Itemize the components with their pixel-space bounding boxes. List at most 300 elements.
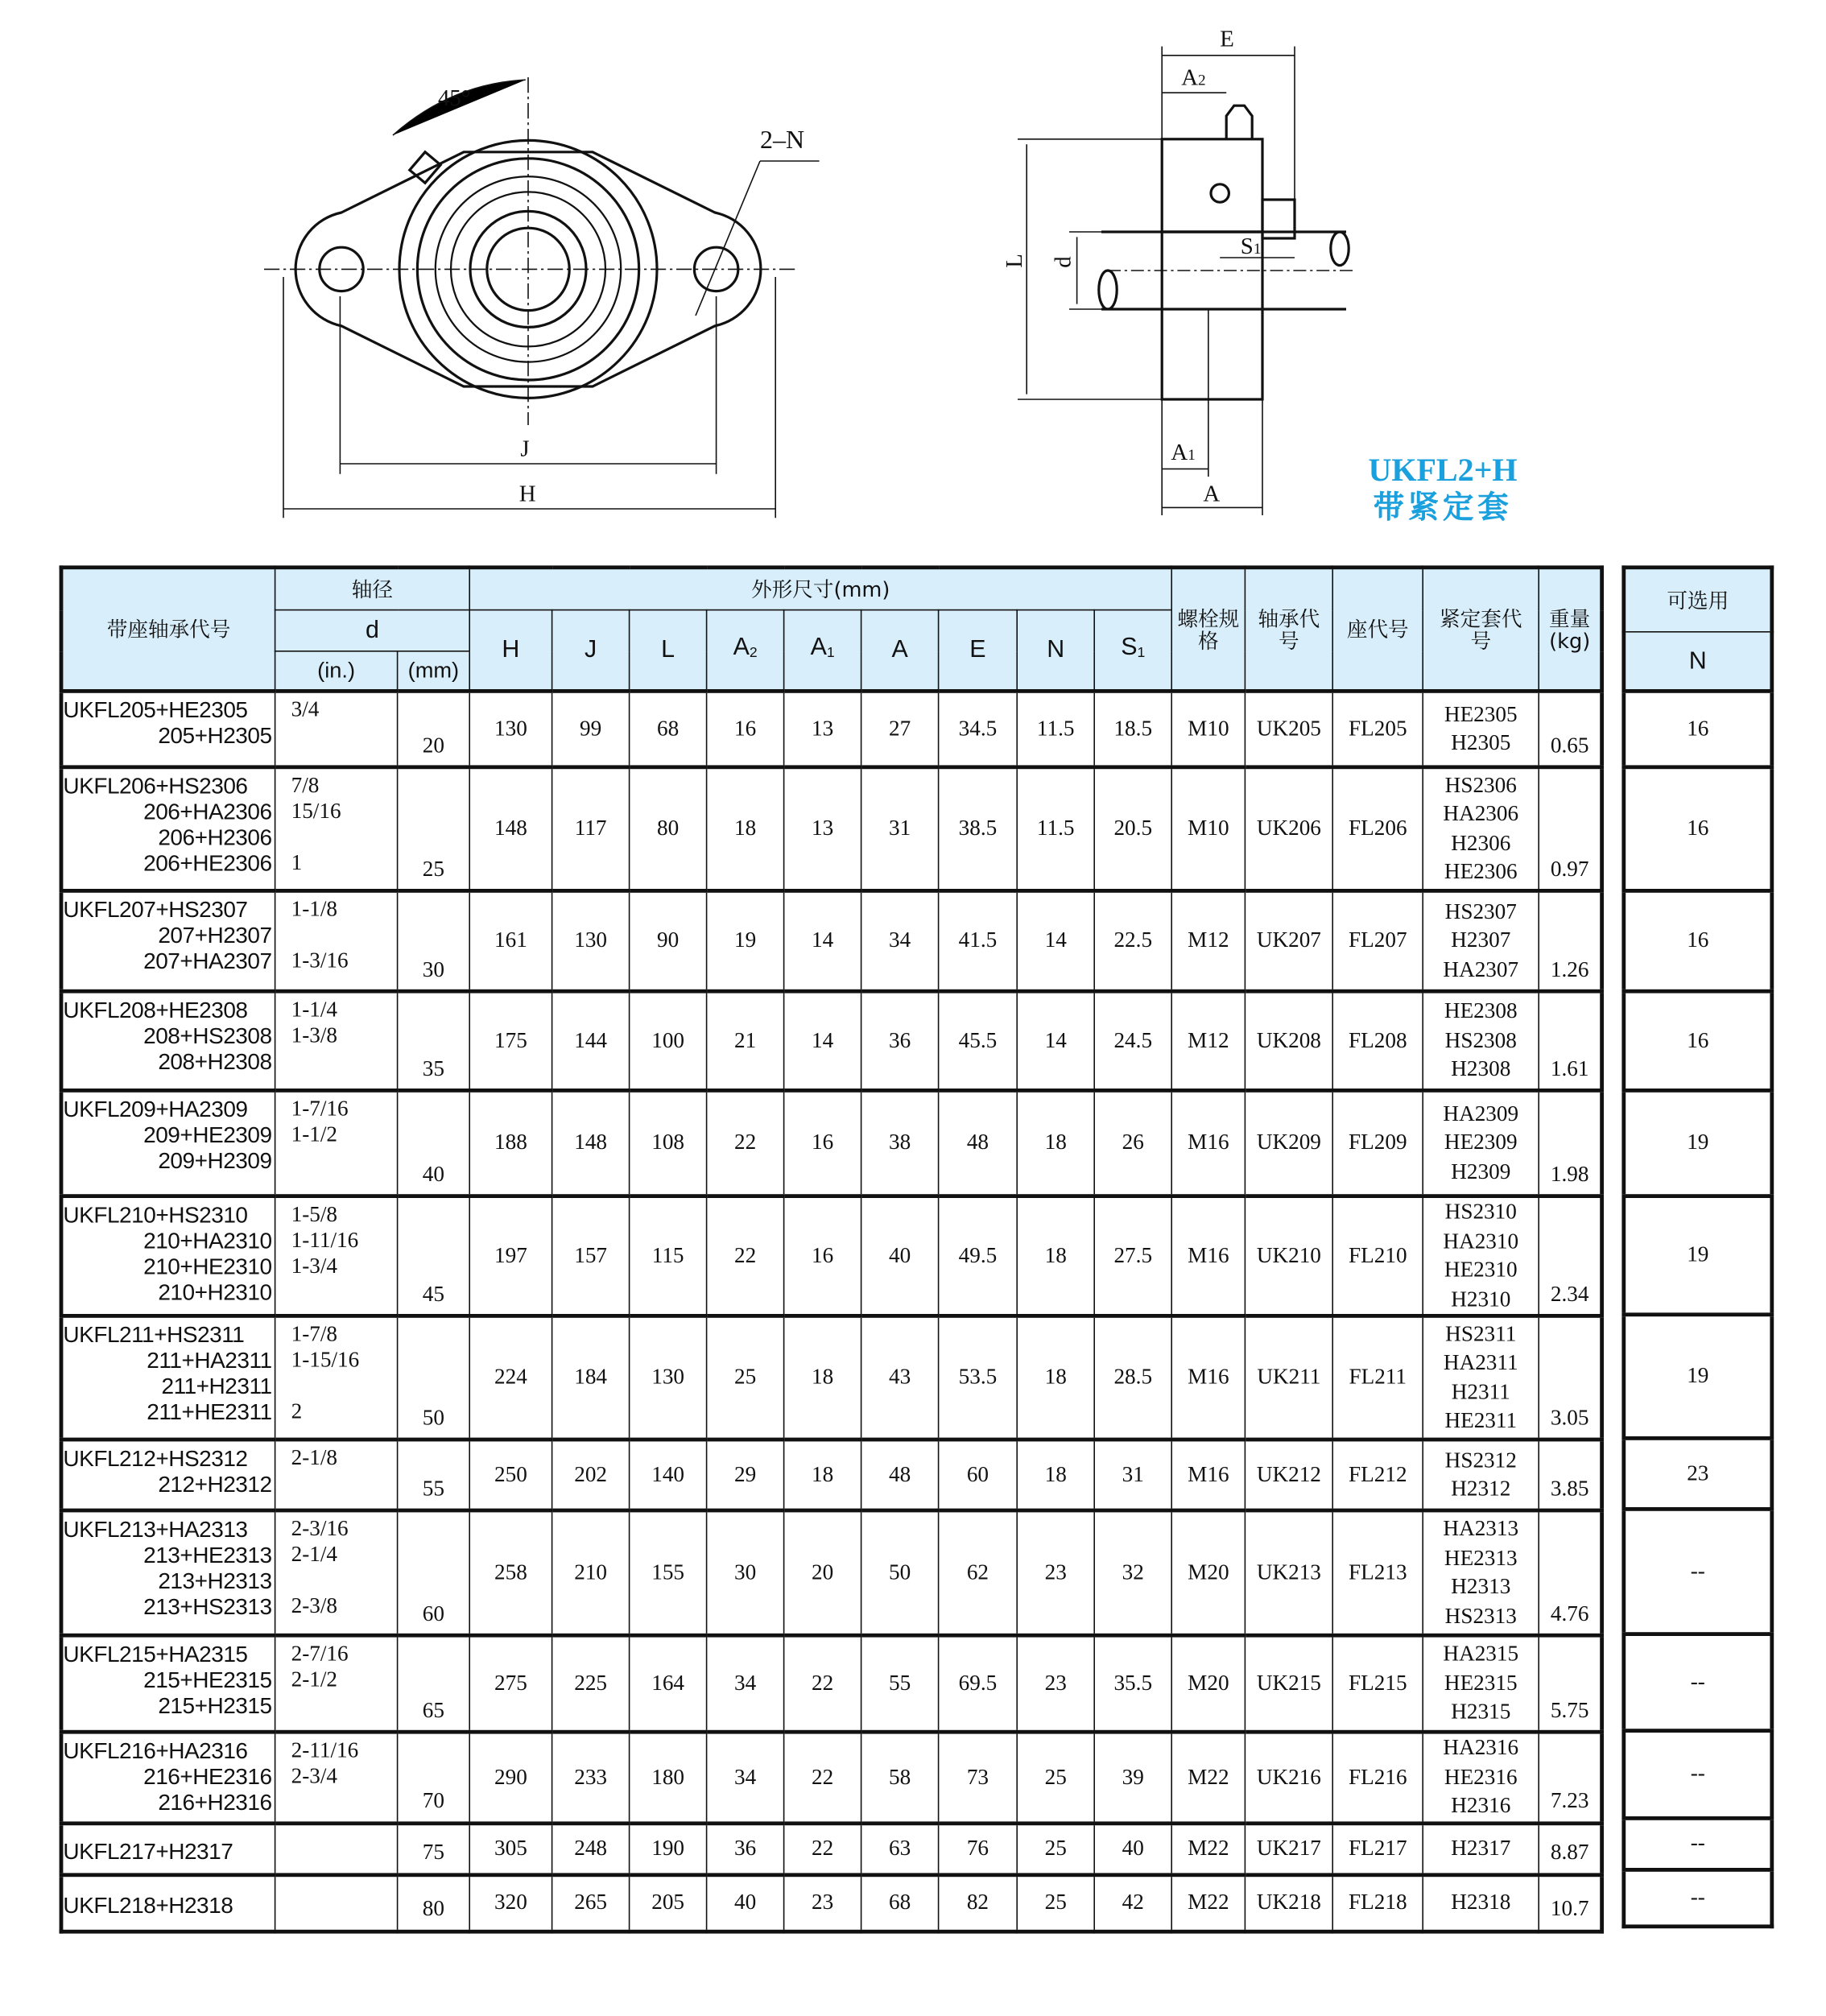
a2-cell: 29 [707,1440,784,1510]
mm-cell: 25 [398,767,470,891]
header-L: L [630,610,707,692]
text-line: HE2309 [1444,1130,1518,1155]
weight-cell: 10.7 [1539,1874,1601,1931]
weight-cell: 2.34 [1539,1196,1601,1316]
model-cell [61,767,275,891]
text-line: 2-3/8 [291,1593,338,1618]
text-line: 213+HS2313 [143,1593,272,1620]
n-cell: 14 [1017,991,1094,1090]
j-cell: 233 [552,1732,630,1823]
model-cell [61,1316,275,1440]
e-cell: 69.5 [939,1635,1018,1732]
sleeve-cell [1423,991,1539,1090]
text-line: HA2316 [1443,1735,1519,1760]
s1-cell: 32 [1094,1510,1171,1635]
a2-cell: 30 [707,1510,784,1635]
a2-cell: 22 [707,1196,784,1316]
a1-cell: 22 [784,1823,861,1874]
text-line: H2311 [1451,1378,1510,1404]
a1-cell: 23 [784,1874,861,1931]
text-line: HA2311 [1443,1349,1518,1375]
text-line: UKFL211+HS2311 [63,1321,245,1348]
front-view-drawing [258,52,850,528]
j-cell: 130 [552,890,630,991]
header-optional: 可选用 [1624,568,1772,632]
housing-cell: FL217 [1332,1823,1423,1874]
weight-cell: 1.26 [1539,890,1601,991]
s1-cell: 35.5 [1094,1635,1171,1732]
j-dimension-label: J [520,436,530,462]
a2-cell: 34 [707,1635,784,1732]
header-d: d [275,610,470,651]
a2-cell: 36 [707,1823,784,1874]
e-cell: 60 [939,1440,1018,1510]
h-cell: 197 [469,1196,552,1316]
bearing-cell: UK211 [1245,1316,1332,1440]
housing-cell: FL206 [1332,767,1423,891]
optional-n-cell: -- [1624,1634,1772,1731]
optional-n-cell: 19 [1624,1090,1772,1196]
h-cell: 258 [469,1510,552,1635]
a2-cell: 22 [707,1090,784,1196]
a-cell: 48 [861,1440,939,1510]
text-line: 210+HE2310 [143,1253,272,1279]
model-cell [61,1440,275,1510]
e-cell: 73 [939,1732,1018,1823]
table-row [61,1510,1602,1635]
a2-dimension-label: A2 [1181,64,1206,91]
bolt-cell: M10 [1171,767,1245,891]
text-line: 211+HA2311 [147,1347,272,1374]
housing-cell: FL212 [1332,1440,1423,1510]
bearing-cell: UK207 [1245,890,1332,991]
text-line: 2-1/4 [291,1542,338,1567]
bearing-cell: UK218 [1245,1874,1332,1931]
j-cell: 202 [552,1440,630,1510]
bearing-cell: UK208 [1245,991,1332,1090]
header-E: E [939,610,1018,692]
housing-cell: FL215 [1332,1635,1423,1732]
weight-cell: 3.05 [1539,1316,1601,1440]
l-cell: 164 [630,1635,707,1732]
text-line [291,923,397,948]
text-line: 1-15/16 [291,1347,360,1372]
table-row [61,1316,1602,1440]
inch-cell [275,1635,398,1732]
a2-cell: 34 [707,1732,784,1823]
optional-n-cell: 16 [1624,691,1772,766]
series-title: UKFL2+H [1368,453,1518,489]
text-line: 215+H2315 [158,1692,272,1719]
side-view-drawing [979,19,1365,528]
s1-cell: 26 [1094,1090,1171,1196]
mm-cell: 80 [398,1874,470,1931]
text-line: 1-5/8 [291,1201,338,1227]
text-line: HA2306 [1443,801,1519,826]
text-line: UKFL213+HA2313 [63,1516,248,1543]
text-line [291,1568,397,1593]
header-bolt: 螺栓规格 [1171,568,1245,692]
text-line: HA2315 [1443,1641,1519,1667]
text-line: 1-7/16 [291,1096,349,1121]
inch-cell [275,890,398,991]
optional-row [1624,991,1772,1090]
l-cell: 115 [630,1196,707,1316]
header-optional-n: N [1624,632,1772,692]
housing-cell: FL208 [1332,991,1423,1090]
text-line: H2316 [1451,1793,1511,1818]
optional-n-cell: 16 [1624,991,1772,1090]
text-line: HA2309 [1443,1101,1519,1126]
text-line: HA2307 [1443,956,1519,981]
l-cell: 180 [630,1732,707,1823]
table-row [61,1440,1602,1510]
s1-cell: 20.5 [1094,767,1171,891]
text-line: HE2315 [1444,1670,1518,1696]
sleeve-cell [1423,1510,1539,1635]
text-line: 1 [291,850,303,875]
bolt-cell: M12 [1171,991,1245,1090]
sleeve-cell [1423,1316,1539,1440]
header-mm: (mm) [398,651,470,692]
d-dimension-label: d [1050,256,1076,268]
text-line: 15/16 [291,799,341,824]
h-cell: 130 [469,691,552,766]
header-housing: 座代号 [1332,568,1423,692]
bearing-cell: UK206 [1245,767,1332,891]
n-cell: 18 [1017,1440,1094,1510]
weight-cell: 5.75 [1539,1635,1601,1732]
optional-row [1624,691,1772,766]
a2-cell: 25 [707,1316,784,1440]
weight-cell: 4.76 [1539,1510,1601,1635]
text-line: UKFL216+HA2316 [63,1737,248,1764]
optional-row [1624,1818,1772,1869]
text-line: HS2307 [1444,899,1517,923]
mm-cell: 60 [398,1510,470,1635]
header-model: 带座轴承代号 [61,568,275,692]
a-cell: 40 [861,1196,939,1316]
h-cell: 161 [469,890,552,991]
bearing-cell: UK213 [1245,1510,1332,1635]
a-cell: 58 [861,1732,939,1823]
bearing-cell: UK215 [1245,1635,1332,1732]
text-line: 1-1/8 [291,896,338,921]
n-cell: 11.5 [1017,691,1094,766]
text-line [291,824,397,850]
sleeve-cell [1423,1823,1539,1874]
mm-cell: 75 [398,1823,470,1874]
optional-n-cell: 19 [1624,1315,1772,1439]
mm-cell: 55 [398,1440,470,1510]
l-cell: 155 [630,1510,707,1635]
h-cell: 320 [469,1874,552,1931]
model-cell [61,1196,275,1316]
text-line: HE2310 [1444,1257,1518,1282]
bolt-cell: M20 [1171,1635,1245,1732]
header-A1: $A_1$ [784,610,861,692]
mm-cell: 65 [398,1635,470,1732]
h-cell: 275 [469,1635,552,1732]
text-line: 2-3/16 [291,1516,349,1541]
header-inch: (in.) [275,651,398,692]
housing-cell: FL211 [1332,1316,1423,1440]
j-cell: 210 [552,1510,630,1635]
text-line: UKFL206+HS2306 [63,773,248,799]
text-line: 209+HE2309 [143,1122,272,1148]
sleeve-cell [1423,1440,1539,1510]
housing-cell: FL218 [1332,1874,1423,1931]
text-line: 7/8 [291,773,320,798]
j-cell: 99 [552,691,630,766]
text-line: HE2306 [1444,859,1518,884]
s1-cell: 28.5 [1094,1316,1171,1440]
h-cell: 175 [469,991,552,1090]
model-cell [61,1090,275,1196]
header-S1: $S_1$ [1094,610,1171,692]
bolt-cell: M16 [1171,1440,1245,1510]
text-line: 212+H2312 [158,1471,272,1498]
table-row [61,991,1602,1090]
table-row [61,1874,1602,1931]
a1-cell: 16 [784,1090,861,1196]
bolt-cell: M12 [1171,890,1245,991]
optional-table [1622,565,1774,1928]
a-cell: 43 [861,1316,939,1440]
bolt-cell: M10 [1171,691,1245,766]
bearing-cell: UK216 [1245,1732,1332,1823]
model-cell [61,691,275,766]
bearing-cell: UK217 [1245,1823,1332,1874]
model-cell [61,1823,275,1874]
mm-cell: 45 [398,1196,470,1316]
optional-n-cell: -- [1624,1509,1772,1634]
s1-cell: 40 [1094,1823,1171,1874]
housing-cell: FL207 [1332,890,1423,991]
optional-n-cell: -- [1624,1731,1772,1819]
sleeve-cell [1423,1090,1539,1196]
optional-row [1624,1731,1772,1819]
text-line: 210+HA2310 [143,1227,272,1254]
inch-cell [275,1823,398,1874]
bolt-cell: M16 [1171,1316,1245,1440]
housing-cell: FL205 [1332,691,1423,766]
n-cell: 23 [1017,1510,1094,1635]
header-dimensions: 外形尺寸(mm) [469,568,1171,610]
l-cell: 80 [630,767,707,891]
optional-row [1624,1196,1772,1315]
table-row [61,1196,1602,1316]
a-cell: 63 [861,1823,939,1874]
bolt-cell: M16 [1171,1196,1245,1316]
e-cell: 82 [939,1874,1018,1931]
bolt-cell: M22 [1171,1823,1245,1874]
s1-cell: 31 [1094,1440,1171,1510]
text-line: HS2308 [1444,1027,1517,1052]
text-line: H2318 [1451,1889,1511,1915]
e-cell: 48 [939,1090,1018,1196]
a1-dimension-label: A1 [1171,440,1196,466]
text-line: 213+HE2313 [143,1542,272,1568]
j-cell: 184 [552,1316,630,1440]
housing-cell: FL210 [1332,1196,1423,1316]
weight-cell: 8.87 [1539,1823,1601,1874]
mm-cell: 70 [398,1732,470,1823]
a-cell: 34 [861,890,939,991]
e-cell: 49.5 [939,1196,1018,1316]
header-weight: 重量(kg) [1539,568,1601,692]
text-line: UKFL208+HE2308 [63,997,248,1023]
text-line: 207+HA2307 [143,948,272,974]
h-dimension-label: H [518,481,536,507]
text-line: UKFL212+HS2312 [63,1445,248,1472]
j-cell: 265 [552,1874,630,1931]
text-line: 216+H2316 [158,1789,272,1816]
series-subtitle: 带紧定套 [1373,490,1513,526]
optional-n-cell: -- [1624,1869,1772,1926]
h-cell: 224 [469,1316,552,1440]
a1-cell: 18 [784,1316,861,1440]
sleeve-cell [1423,1874,1539,1931]
text-line: UKFL217+H2317 [63,1837,233,1864]
n-cell: 25 [1017,1874,1094,1931]
e-cell: 38.5 [939,767,1018,891]
table-row [61,691,1602,766]
a2-cell: 40 [707,1874,784,1931]
model-cell [61,991,275,1090]
model-cell [61,1510,275,1635]
weight-cell: 1.61 [1539,991,1601,1090]
s1-cell: 22.5 [1094,890,1171,991]
text-line: HE2308 [1444,998,1518,1023]
text-line: 211+H2311 [161,1373,272,1399]
h-cell: 250 [469,1440,552,1510]
inch-cell [275,1440,398,1510]
model-cell [61,1874,275,1931]
bolt-cell: M16 [1171,1090,1245,1196]
model-cell [61,1732,275,1823]
inch-cell [275,1316,398,1440]
text-line: H2305 [1451,730,1511,755]
sleeve-cell [1423,691,1539,766]
e-cell: 76 [939,1823,1018,1874]
bearing-cell: UK209 [1245,1090,1332,1196]
text-line: H2308 [1451,1056,1511,1081]
text-line: H2310 [1451,1286,1511,1311]
text-line: HE2305 [1444,701,1518,726]
text-line: HS2306 [1444,772,1517,797]
weight-cell: 3.85 [1539,1440,1601,1510]
a-cell: 50 [861,1510,939,1635]
text-line: UKFL218+H2318 [63,1891,233,1918]
bearing-cell: UK210 [1245,1196,1332,1316]
housing-cell: FL216 [1332,1732,1423,1823]
text-line: 206+H2306 [158,824,272,850]
text-line: 1-1/2 [291,1122,338,1146]
optional-n-cell: -- [1624,1818,1772,1869]
l-cell: 140 [630,1440,707,1510]
e-cell: 34.5 [939,691,1018,766]
a1-cell: 22 [784,1635,861,1732]
inch-cell [275,991,398,1090]
text-line: 215+HE2315 [143,1667,272,1693]
text-line [291,1374,397,1399]
inch-cell [275,1196,398,1316]
table-row [61,1823,1602,1874]
angle-label: 45° [438,85,471,112]
sleeve-cell [1423,890,1539,991]
bolt-cell: M20 [1171,1510,1245,1635]
table-row [61,1732,1602,1823]
a2-cell: 19 [707,890,784,991]
s1-cell: 42 [1094,1874,1171,1931]
header-J: J [552,610,630,692]
header-shaft: 轴径 [275,568,470,610]
a-dimension-label: A [1203,481,1221,507]
n-cell: 11.5 [1017,767,1094,891]
e-dimension-label: E [1220,26,1234,52]
mm-cell: 50 [398,1316,470,1440]
text-line: H2309 [1451,1159,1511,1184]
model-cell [61,1635,275,1732]
header-sleeve: 紧定套代号 [1423,568,1539,692]
optional-row [1624,890,1772,991]
j-cell: 144 [552,991,630,1090]
a-cell: 55 [861,1635,939,1732]
text-line: H2307 [1451,927,1511,952]
a1-cell: 13 [784,767,861,891]
inch-cell [275,1874,398,1931]
a2-cell: 21 [707,991,784,1090]
weight-cell: 0.65 [1539,691,1601,766]
text-line: H2306 [1451,830,1511,855]
mm-cell: 20 [398,691,470,766]
inch-cell [275,1090,398,1196]
optional-row [1624,1509,1772,1634]
s1-cell: 24.5 [1094,991,1171,1090]
e-cell: 41.5 [939,890,1018,991]
weight-cell: 1.98 [1539,1090,1601,1196]
h-cell: 188 [469,1090,552,1196]
inch-cell [275,1510,398,1635]
text-line: 209+H2309 [158,1147,272,1174]
n-cell: 18 [1017,1196,1094,1316]
n-cell: 25 [1017,1732,1094,1823]
text-line: 211+HE2311 [147,1398,272,1425]
sleeve-cell [1423,767,1539,891]
a1-cell: 13 [784,691,861,766]
mm-cell: 35 [398,991,470,1090]
a2-cell: 18 [707,767,784,891]
model-cell [61,890,275,991]
text-line: 207+H2307 [158,922,272,948]
text-line: 1-3/8 [291,1022,338,1047]
text-line: H2315 [1451,1699,1511,1725]
j-cell: 157 [552,1196,630,1316]
n-cell: 23 [1017,1635,1094,1732]
text-line: 2-7/16 [291,1641,349,1666]
optional-row [1624,1634,1772,1731]
s1-cell: 18.5 [1094,691,1171,766]
j-cell: 225 [552,1635,630,1732]
text-line: 205+H2305 [158,722,272,749]
housing-cell: FL213 [1332,1510,1423,1635]
sleeve-cell [1423,1196,1539,1316]
inch-cell [275,767,398,891]
a1-cell: 14 [784,991,861,1090]
text-line: HE2313 [1444,1545,1518,1570]
text-line: HS2312 [1444,1447,1517,1472]
